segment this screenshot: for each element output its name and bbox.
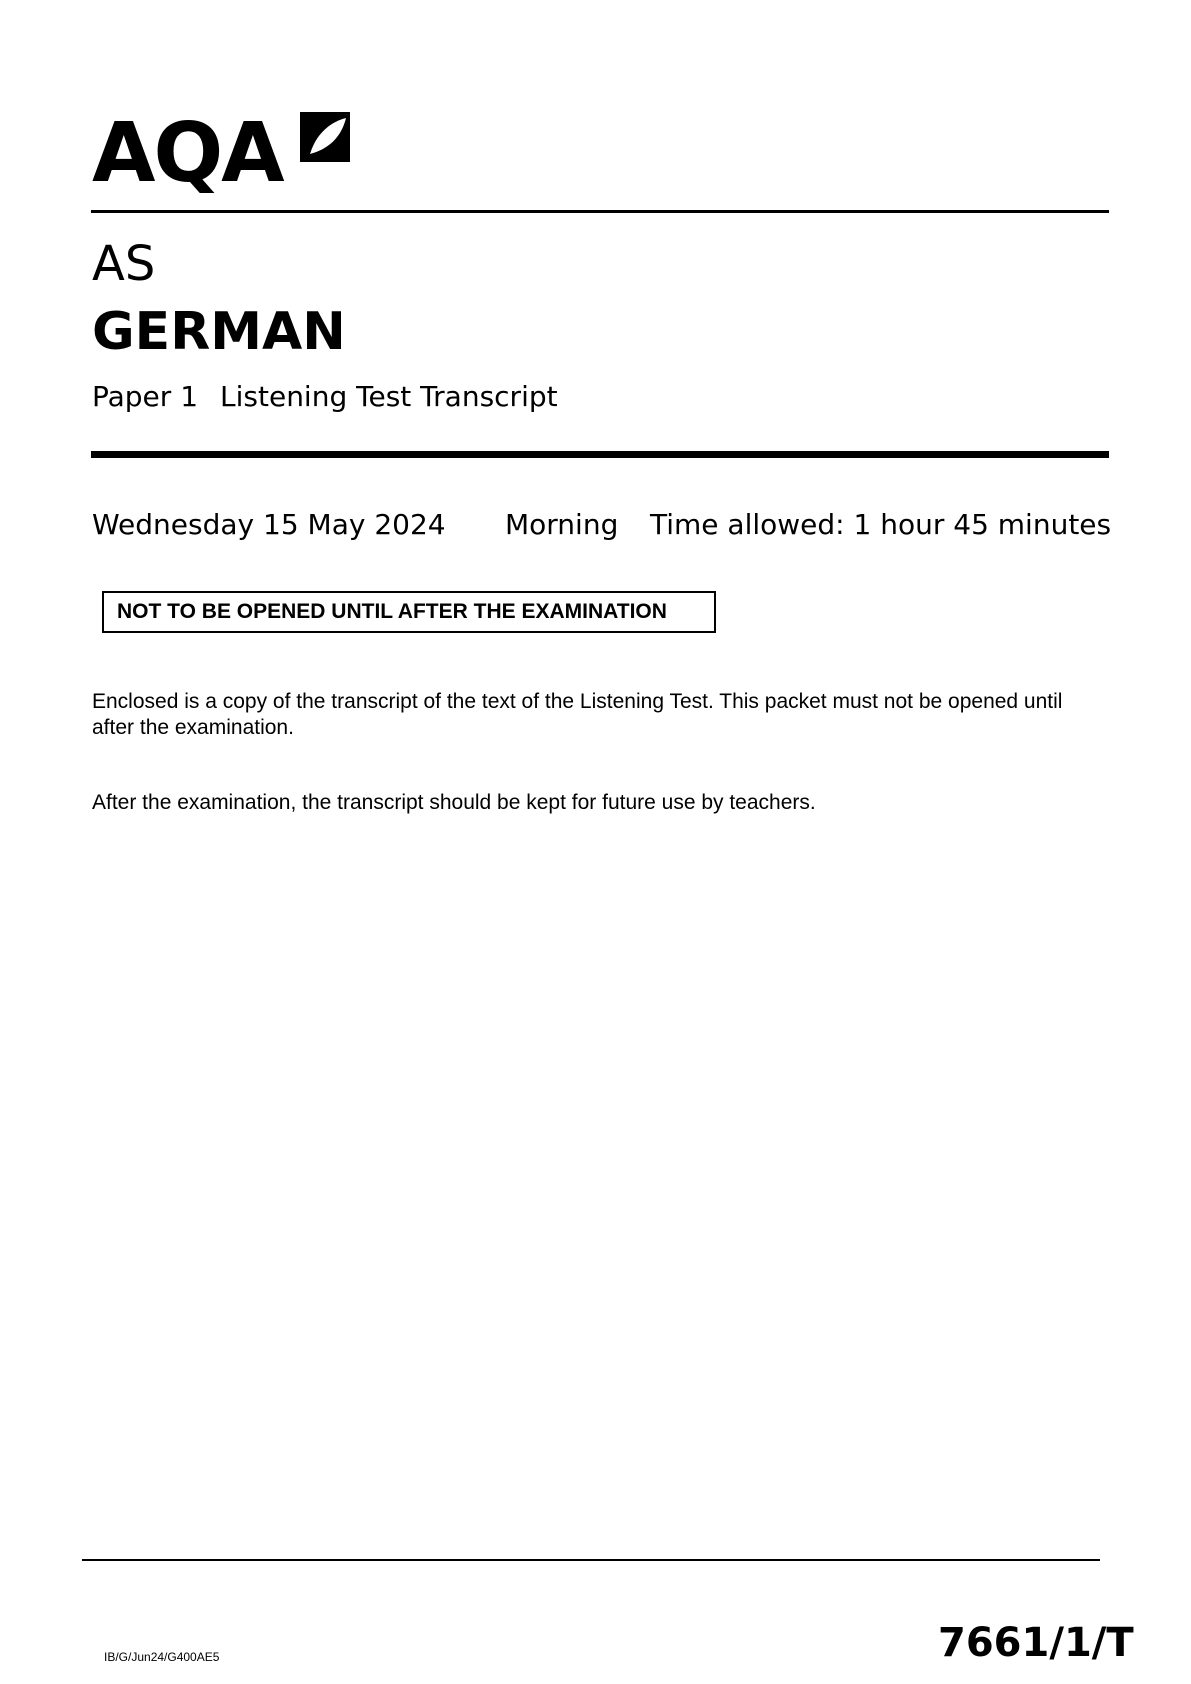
paper-number: Paper 1 (92, 380, 199, 413)
usage-paragraph: After the examination, the transcript should be kept for future use by teachers. (92, 791, 816, 814)
exam-session: Morning (505, 508, 619, 541)
leaf-icon (296, 108, 354, 166)
section-rule (91, 451, 1109, 458)
qualification-level: AS (92, 236, 156, 292)
subject-title: GERMAN (92, 302, 346, 362)
logo-wordmark: AQA (92, 106, 283, 201)
aqa-logo (92, 108, 354, 200)
document-reference: IB/G/Jun24/G400AE5 (104, 1650, 220, 1664)
paper-title (92, 380, 558, 414)
footer-rule (82, 1559, 1100, 1561)
instructions-paragraph: Enclosed is a copy of the transcript of the text of the Listening Test. This packet must not be opened until after the examination. (92, 690, 1063, 739)
notice-text: NOT TO BE OPENED UNTIL AFTER THE EXAMINATION (117, 600, 667, 623)
notice-box (102, 591, 716, 633)
paper-code: 7661/1/T (938, 1620, 1134, 1666)
header-rule (91, 210, 1109, 213)
exam-date: Wednesday 15 May 2024 (92, 508, 446, 541)
paper-component: Listening Test Transcript (220, 380, 558, 413)
time-allowed: Time allowed: 1 hour 45 minutes (650, 508, 1112, 541)
